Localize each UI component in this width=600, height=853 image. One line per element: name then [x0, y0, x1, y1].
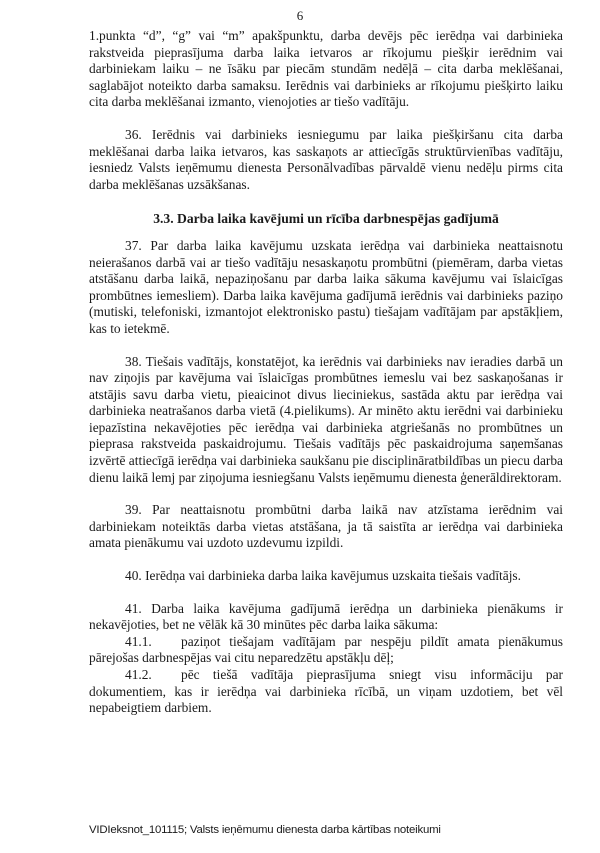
paragraph-continuation: 1.punkta “d”, “g” vai “m” apakšpunktu, darba devējs pēc ierēdņa vai darbinieka rakstveida pieprasījuma darba laika ietvaros ar rīkojumu piešķir ierēdnim vai darbiniekam laiku – ne īsāku par piecām stundām nedēļā – cita darba meklēšanai, saglabājot noteikto darba samaksu. Ierēdnis vai darbinieks ar rīkojumu piešķirto laiku cita darba meklēšanai izmanto, vienojoties ar tiešo vadītāju.	[89, 28, 563, 110]
paragraph-38: 38. Tiešais vadītājs, konstatējot, ka ierēdnis vai darbinieks nav ieradies darbā un nav ziņojis par kavējuma vai īslaicīgas prombūtnes iemeslu vai bez saskaņošanas ir atstājis savu darba vietu, pieaicinot divus lieciniekus, sastāda aktu par ierēdņa vai darbinieka neatrašanos darba vietā (4.pielikums). Ar minēto aktu ierēdni vai darbinieku iepazīstina nekavējoties pēc ierēdņa vai darbinieka atgriešanās no prombūtnes un pieprasa rakstveida paskaidrojumu. Tiešais vadītājs pēc paskaidrojuma saņemšanas izvērtē attiecīgā ierēdņa vai darbinieka saukšanu pie disciplināratbildības un piecu darba dienu laikā lemj par ziņojuma iesniegšanu Valsts ieņēmumu dienesta ģenerāldirektoram.	[89, 353, 563, 485]
subparagraph-text: paziņot tiešajam vadītājam par nespēju pildīt amata pienākumus pārejošas darbnespējas vai citu neparedzētu apstākļu dēļ;	[89, 633, 563, 666]
page-number: 6	[296, 8, 304, 23]
paragraph-37: 37. Par darba laika kavējumu uzskata ierēdņa vai darbinieka neattaisnotu neierašanos darbā vai ar tiešo vadītāju nesaskaņotu prombūtni (piemēram, darba vietas atstāšanu darba laikā, nepaziņošanu par darba laika sākuma kavējumu vai īslaicīgas prombūtnes iemesliem). Darba laika kavējuma gadījumā ierēdnis vai darbinieks paziņo (mutiski, telefoniski, izmantojot elektronisko pastu) tiešajam vadītājam par apstākļiem, kas to ietekmē.	[89, 237, 563, 336]
paragraph-36: 36. Ierēdnis vai darbinieks iesniegumu par laika piešķiršanu cita darba meklēšanai darba laika ietvaros, kas saskaņots ar attiecīgās struktūrvienības vadītāju, iesniedz Valsts ieņēmumu dienesta Personālvadības pārvaldē vienu nedēļu pirms cita darba meklēšanas uzsākšanas.	[89, 126, 563, 192]
subparagraph-text: pēc tiešā vadītāja pieprasījuma sniegt visu informāciju par dokumentiem, kas ir ierēdņa vai darbinieka rīcībā, un viņam uzdotiem, bet vēl nepabeigtiem darbiem.	[89, 667, 563, 716]
paragraph-39: 39. Par neattaisnotu prombūtni darba laikā nav atzīstama ierēdnim vai darbiniekam noteiktās darba vietas atstāšana, ja tā saistīta ar ierēdņa vai darbinieka amata pienākumu vai uzdoto uzdevumu izpildi.	[89, 502, 563, 551]
subparagraph-number: 41.2.	[125, 667, 152, 682]
section-heading: 3.3. Darba laika kavējumi un rīcība darbnespējas gadījumā	[153, 211, 499, 227]
document-footer: VIDIeksnot_101115; Valsts ieņēmumu dienesta darba kārtības noteikumi	[89, 824, 441, 836]
paragraph-41: 41. Darba laika kavējuma gadījumā ierēdņa un darbinieka pienākums ir nekavējoties, bet ne vēlāk kā 30 minūtes pēc darba laika sākuma:	[89, 600, 563, 633]
paragraph-40: 40. Ierēdņa vai darbinieka darba laika kavējumus uzskaita tiešais vadītājs.	[125, 568, 521, 584]
document-body	[89, 28, 563, 717]
subparagraph-41-2	[89, 667, 563, 717]
subparagraph-41-1	[89, 634, 563, 667]
subparagraph-number: 41.1.	[125, 633, 152, 649]
